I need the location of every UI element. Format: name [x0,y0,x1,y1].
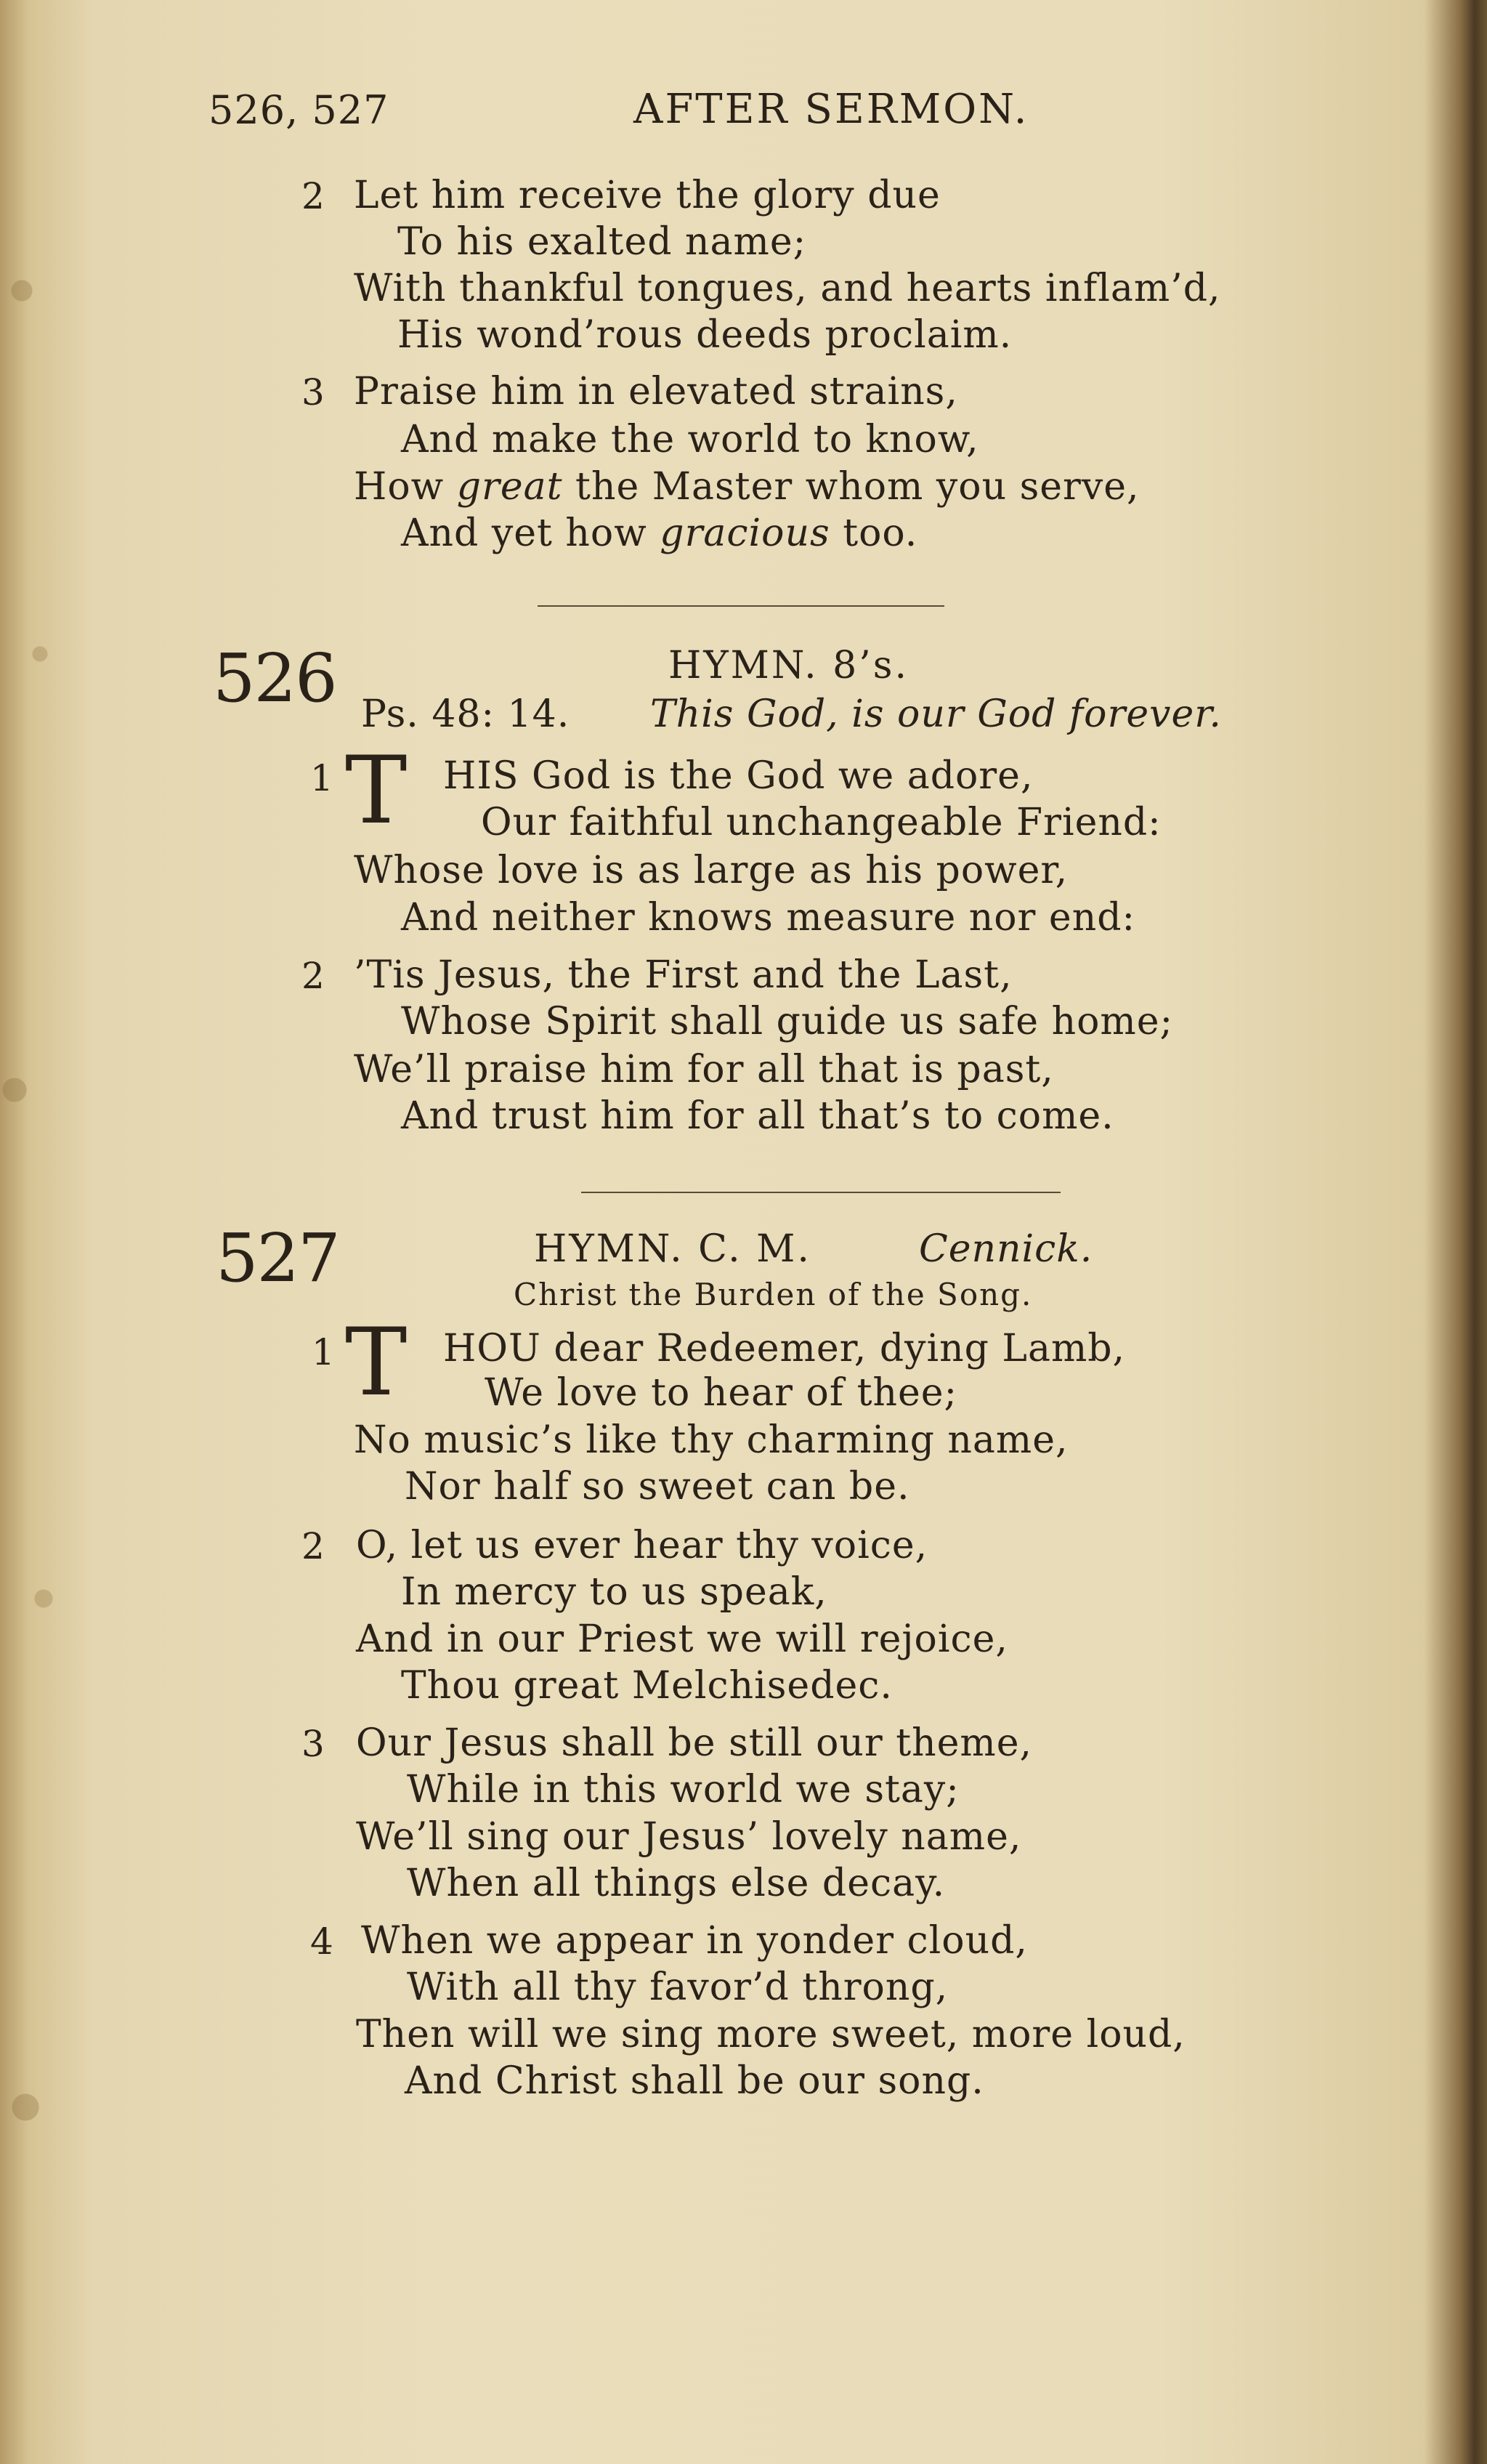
hymn-subtitle: Christ the Burden of the Song. [514,1277,1033,1312]
hymn-subtitle: This God, is our God forever. [650,692,1222,736]
verse-line: We’ll sing our Jesus’ lovely name, [356,1815,1022,1859]
verse-line: And make the world to know, [401,418,979,461]
verse-line: How great the Master whom you serve, [354,465,1140,509]
verse-line: HIS God is the God we adore, [443,754,1034,798]
verse-line: And neither knows measure nor end: [401,896,1136,940]
page-edge-stains [0,0,80,2464]
verse-line: No music’s like thy charming name, [354,1418,1069,1462]
verse-line: When we appear in yonder cloud, [361,1919,1028,1963]
section-divider [538,605,944,607]
running-title: AFTER SERMON. [633,86,1029,133]
hymn-number: 526 [213,639,336,717]
verse-number: 3 [301,371,325,413]
drop-cap: T [345,1309,408,1417]
verse-line: HOU dear Redeemer, dying Lamb, [443,1327,1126,1370]
verse-number: 2 [301,175,325,217]
verse-line: O, let us ever hear thy voice, [356,1524,928,1567]
verse-line: Then will we sing more sweet, more loud, [356,2013,1186,2056]
verse-number: 2 [301,1525,325,1567]
verse-line: While in this world we stay; [407,1768,960,1811]
hymn-author: Cennick. [919,1227,1093,1271]
verse-line: When all things else decay. [407,1862,946,1905]
verse-line: We’ll praise him for all that is past, [354,1048,1054,1091]
verse-line: And trust him for all that’s to come. [401,1094,1114,1138]
page-numbers: 526, 527 [208,87,389,133]
verse-number: 4 [310,1920,334,1963]
verse-line: We love to hear of thee; [485,1371,958,1415]
verse-line: Our Jesus shall be still our theme, [356,1721,1033,1765]
verse-number: 1 [310,757,334,799]
verse-line: And in our Priest we will rejoice, [356,1617,1008,1661]
verse-number: 2 [301,955,325,997]
verse-line: In mercy to us speak, [401,1570,827,1614]
verse-line: Thou great Melchisedec. [401,1664,893,1708]
verse-line: To his exalted name; [397,220,807,264]
verse-line: And yet how gracious too. [401,512,918,555]
verse-number: 1 [312,1331,336,1373]
verse-line: With thankful tongues, and hearts inflam’d, [354,267,1221,310]
verse-line: And Christ shall be our song. [405,2059,984,2103]
verse-line: Praise him in elevated strains, [354,370,958,413]
drop-cap: T [345,737,408,845]
verse-line: Nor half so sweet can be. [405,1465,910,1508]
verse-line: Our faithful unchangeable Friend: [481,801,1162,844]
hymn-heading: HYMN. 8’s. [668,644,909,687]
verse-line: His wond’rous deeds proclaim. [397,313,1013,357]
verse-line: Let him receive the glory due [354,174,941,217]
verse-number: 3 [301,1723,325,1765]
section-divider [581,1192,1061,1193]
hymn-heading: HYMN. C. M. [534,1227,811,1271]
hymn-number: 527 [216,1219,339,1297]
verse-line: Whose Spirit shall guide us safe home; [401,1000,1173,1043]
verse-line: With all thy favor’d throng, [407,1966,949,2009]
verse-line: Whose love is as large as his power, [354,849,1069,892]
verse-line: ’Tis Jesus, the First and the Last, [354,953,1013,997]
scripture-reference: Ps. 48: 14. [361,692,570,736]
